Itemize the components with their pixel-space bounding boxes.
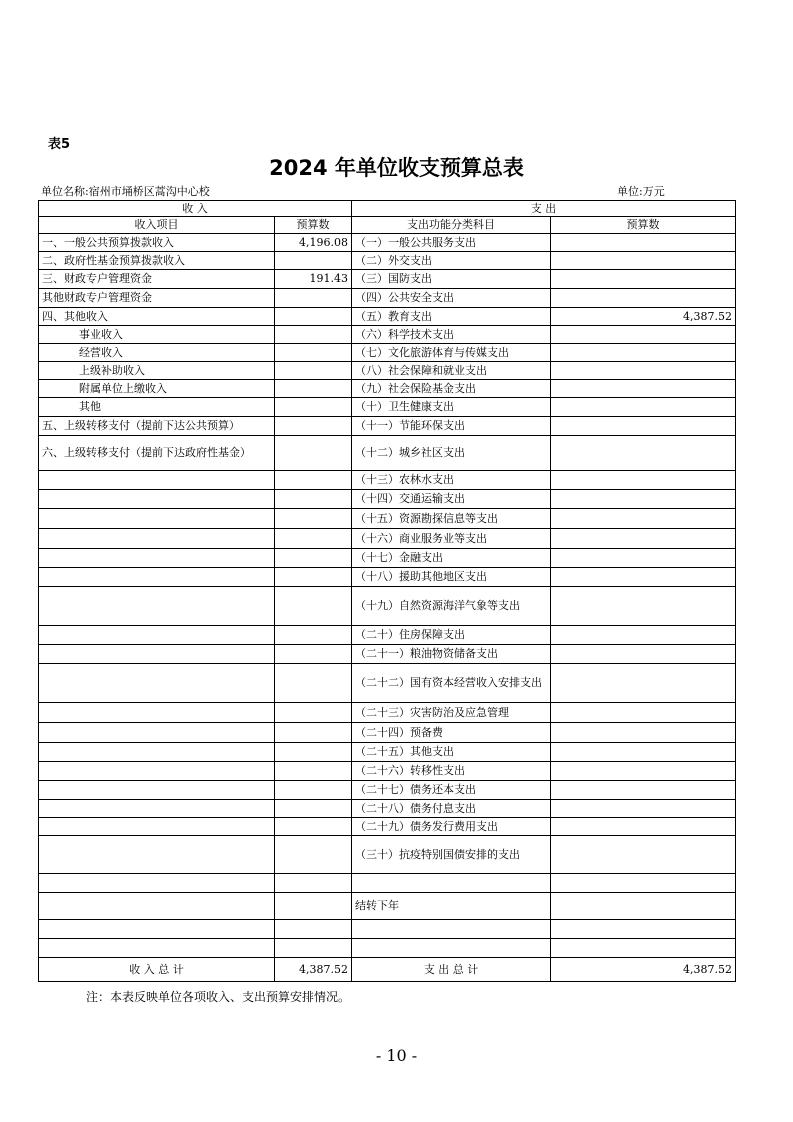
unit-label: 单位:万元 — [617, 185, 665, 198]
expense-value-cell — [551, 398, 736, 417]
income-item-cell: 六、上级转移支付（提前下达政府性基金） — [39, 436, 275, 471]
totals-row — [39, 958, 736, 982]
expense-budget-header: 预算数 — [551, 217, 736, 234]
income-item-cell — [39, 893, 275, 920]
table-row — [39, 529, 736, 549]
expense-value-cell — [551, 743, 736, 762]
expense-value-cell — [551, 252, 736, 270]
unit-name: 单位名称:宿州市埇桥区蒿沟中心校 — [41, 185, 210, 198]
income-value-cell — [275, 703, 352, 723]
income-item-cell — [39, 626, 275, 645]
expense-item-header: 支出功能分类科目 — [352, 217, 551, 234]
income-value-cell — [275, 645, 352, 664]
income-item-cell — [39, 818, 275, 836]
expense-item-cell: （四）公共安全支出 — [352, 289, 551, 308]
income-item-cell — [39, 664, 275, 703]
income-value-cell — [275, 836, 352, 874]
table-row — [39, 781, 736, 800]
income-value-cell — [275, 308, 352, 326]
expense-item-cell — [352, 874, 551, 893]
income-value-cell — [275, 743, 352, 762]
expense-item-cell: （一）一般公共服务支出 — [352, 234, 551, 252]
table-row — [39, 920, 736, 939]
expense-value-cell — [551, 270, 736, 289]
expense-total-value: 4,387.52 — [551, 958, 736, 982]
expense-value-cell — [551, 818, 736, 836]
expense-value-cell — [551, 417, 736, 436]
expense-value-cell — [551, 723, 736, 743]
table-row — [39, 626, 736, 645]
expense-total-label: 支 出 总 计 — [352, 958, 551, 982]
income-value-cell — [275, 723, 352, 743]
table-row — [39, 471, 736, 490]
income-item-cell — [39, 490, 275, 509]
footnote: 注：本表反映单位各项收入、支出预算安排情况。 — [86, 990, 351, 1004]
expense-value-cell — [551, 380, 736, 398]
expense-item-cell: （二十七）债务还本支出 — [352, 781, 551, 800]
income-item-cell — [39, 703, 275, 723]
expense-item-cell: （二十五）其他支出 — [352, 743, 551, 762]
income-value-cell — [275, 362, 352, 380]
expense-item-cell: （二十一）粮油物资储备支出 — [352, 645, 551, 664]
budget-table — [38, 200, 736, 982]
income-item-cell: 事业收入 — [39, 326, 275, 344]
expense-item-cell — [352, 920, 551, 939]
expense-item-cell: （十五）资源勘探信息等支出 — [352, 509, 551, 529]
table-row — [39, 893, 736, 920]
income-item-cell: 其他财政专户管理资金 — [39, 289, 275, 308]
expense-item-cell: 结转下年 — [352, 893, 551, 920]
expense-item-cell: （二十）住房保障支出 — [352, 626, 551, 645]
table-row — [39, 939, 736, 958]
income-item-cell: 三、财政专户管理资金 — [39, 270, 275, 289]
income-item-cell — [39, 723, 275, 743]
expense-value-cell — [551, 234, 736, 252]
income-value-cell — [275, 762, 352, 781]
income-item-cell — [39, 781, 275, 800]
income-value-cell — [275, 529, 352, 549]
income-item-cell: 二、政府性基金预算拨款收入 — [39, 252, 275, 270]
expense-item-cell: （十八）援助其他地区支出 — [352, 568, 551, 587]
expense-item-cell: （三）国防支出 — [352, 270, 551, 289]
expense-value-cell — [551, 762, 736, 781]
expense-item-cell: （十二）城乡社区支出 — [352, 436, 551, 471]
header-row-top — [39, 201, 736, 217]
table-label: 表5 — [48, 137, 71, 152]
income-item-cell: 上级补助收入 — [39, 362, 275, 380]
table-row — [39, 270, 736, 289]
expense-item-cell: （十六）商业服务业等支出 — [352, 529, 551, 549]
income-value-cell — [275, 471, 352, 490]
expense-item-cell: （十七）金融支出 — [352, 549, 551, 568]
table-row — [39, 398, 736, 417]
expense-item-cell: （六）科学技术支出 — [352, 326, 551, 344]
table-row — [39, 490, 736, 509]
income-value-cell — [275, 490, 352, 509]
expense-value-cell — [551, 436, 736, 471]
expense-group-header: 支 出 — [352, 201, 736, 217]
table-row — [39, 874, 736, 893]
expense-item-cell: （十四）交通运输支出 — [352, 490, 551, 509]
table-row — [39, 568, 736, 587]
table-row — [39, 587, 736, 626]
expense-value-cell: 4,387.52 — [551, 308, 736, 326]
income-value-cell: 191.43 — [275, 270, 352, 289]
expense-item-cell: （二十二）国有资本经营收入安排支出 — [352, 664, 551, 703]
expense-item-cell — [352, 939, 551, 958]
expense-value-cell — [551, 703, 736, 723]
expense-item-cell: （二）外交支出 — [352, 252, 551, 270]
income-value-cell — [275, 380, 352, 398]
income-value-cell — [275, 252, 352, 270]
table-row — [39, 417, 736, 436]
income-value-cell — [275, 509, 352, 529]
expense-value-cell — [551, 587, 736, 626]
table-row — [39, 818, 736, 836]
income-value-cell — [275, 893, 352, 920]
table-row — [39, 436, 736, 471]
income-item-cell — [39, 800, 275, 818]
income-budget-header: 预算数 — [275, 217, 352, 234]
expense-item-cell: （二十八）债务付息支出 — [352, 800, 551, 818]
expense-item-cell: （十三）农林水支出 — [352, 471, 551, 490]
expense-value-cell — [551, 529, 736, 549]
expense-item-cell: （十）卫生健康支出 — [352, 398, 551, 417]
income-value-cell — [275, 920, 352, 939]
table-row — [39, 234, 736, 252]
table-row — [39, 509, 736, 529]
income-item-cell — [39, 939, 275, 958]
expense-value-cell — [551, 326, 736, 344]
income-item-header: 收入项目 — [39, 217, 275, 234]
income-value-cell — [275, 549, 352, 568]
expense-value-cell — [551, 509, 736, 529]
income-value-cell — [275, 587, 352, 626]
expense-value-cell — [551, 800, 736, 818]
table-row — [39, 762, 736, 781]
expense-value-cell — [551, 549, 736, 568]
table-row — [39, 664, 736, 703]
table-row — [39, 836, 736, 874]
income-value-cell: 4,196.08 — [275, 234, 352, 252]
table-row — [39, 380, 736, 398]
table-row — [39, 308, 736, 326]
income-value-cell — [275, 626, 352, 645]
income-value-cell — [275, 436, 352, 471]
income-item-cell — [39, 549, 275, 568]
income-item-cell: 其他 — [39, 398, 275, 417]
income-item-cell: 一、一般公共预算拨款收入 — [39, 234, 275, 252]
income-item-cell — [39, 920, 275, 939]
expense-value-cell — [551, 490, 736, 509]
income-item-cell: 附属单位上缴收入 — [39, 380, 275, 398]
income-item-cell — [39, 529, 275, 549]
page-number: - 10 - — [375, 1046, 418, 1065]
income-item-cell — [39, 874, 275, 893]
table-row — [39, 549, 736, 568]
expense-item-cell: （二十三）灾害防治及应急管理 — [352, 703, 551, 723]
expense-item-cell: （十九）自然资源海洋气象等支出 — [352, 587, 551, 626]
table-row — [39, 344, 736, 362]
expense-item-cell: （九）社会保险基金支出 — [352, 380, 551, 398]
income-value-cell — [275, 398, 352, 417]
income-value-cell — [275, 289, 352, 308]
income-value-cell — [275, 818, 352, 836]
expense-item-cell: （八）社会保障和就业支出 — [352, 362, 551, 380]
table-row — [39, 743, 736, 762]
expense-value-cell — [551, 289, 736, 308]
expense-item-cell: （七）文化旅游体育与传媒支出 — [352, 344, 551, 362]
income-item-cell — [39, 645, 275, 664]
income-value-cell — [275, 874, 352, 893]
page-title: 2024 年单位收支预算总表 — [269, 156, 524, 180]
expense-value-cell — [551, 836, 736, 874]
income-value-cell — [275, 939, 352, 958]
header-row-sub — [39, 217, 736, 234]
table-row — [39, 326, 736, 344]
income-total-label: 收 入 总 计 — [39, 958, 275, 982]
income-value-cell — [275, 417, 352, 436]
income-value-cell — [275, 568, 352, 587]
expense-value-cell — [551, 920, 736, 939]
expense-value-cell — [551, 874, 736, 893]
expense-value-cell — [551, 626, 736, 645]
table-row — [39, 289, 736, 308]
income-value-cell — [275, 664, 352, 703]
expense-value-cell — [551, 344, 736, 362]
expense-value-cell — [551, 362, 736, 380]
table-row — [39, 800, 736, 818]
income-item-cell: 五、上级转移支付（提前下达公共预算） — [39, 417, 275, 436]
income-group-header: 收 入 — [39, 201, 352, 217]
expense-item-cell: （二十六）转移性支出 — [352, 762, 551, 781]
income-item-cell — [39, 509, 275, 529]
income-item-cell — [39, 471, 275, 490]
income-value-cell — [275, 344, 352, 362]
table-row — [39, 362, 736, 380]
income-total-value: 4,387.52 — [275, 958, 352, 982]
income-item-cell — [39, 587, 275, 626]
expense-item-cell: （五）教育支出 — [352, 308, 551, 326]
expense-value-cell — [551, 471, 736, 490]
income-item-cell: 四、其他收入 — [39, 308, 275, 326]
expense-item-cell: （二十四）预备费 — [352, 723, 551, 743]
expense-item-cell: （三十）抗疫特别国债安排的支出 — [352, 836, 551, 874]
income-item-cell — [39, 836, 275, 874]
income-item-cell — [39, 762, 275, 781]
expense-value-cell — [551, 645, 736, 664]
income-item-cell — [39, 743, 275, 762]
income-value-cell — [275, 781, 352, 800]
expense-value-cell — [551, 781, 736, 800]
expense-item-cell: （十一）节能环保支出 — [352, 417, 551, 436]
expense-value-cell — [551, 939, 736, 958]
expense-value-cell — [551, 664, 736, 703]
table-row — [39, 645, 736, 664]
expense-item-cell: （二十九）债务发行费用支出 — [352, 818, 551, 836]
income-item-cell: 经营收入 — [39, 344, 275, 362]
table-row — [39, 723, 736, 743]
table-row — [39, 703, 736, 723]
income-value-cell — [275, 800, 352, 818]
table-row — [39, 252, 736, 270]
expense-value-cell — [551, 893, 736, 920]
income-item-cell — [39, 568, 275, 587]
expense-value-cell — [551, 568, 736, 587]
income-value-cell — [275, 326, 352, 344]
